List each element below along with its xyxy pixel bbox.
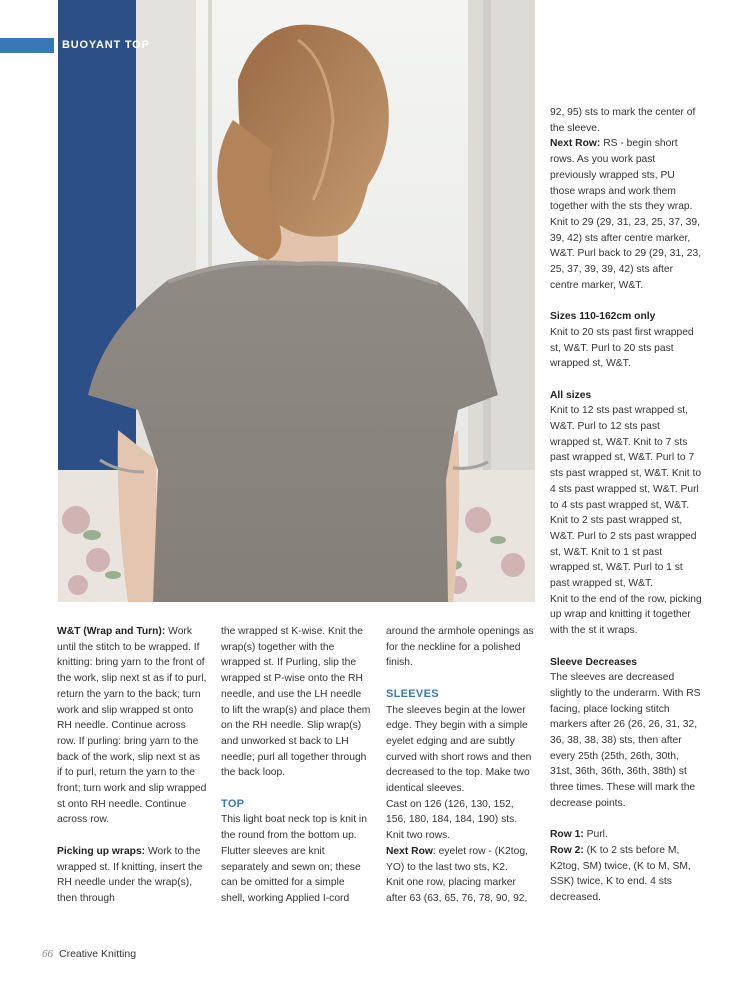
page-number: 66 bbox=[42, 948, 53, 960]
section-tag-bar bbox=[0, 38, 54, 53]
knit-to-end: Knit to the end of the row, picking up wrap and knitting it together with the st it wraps. bbox=[550, 593, 702, 637]
knit-to-29: Knit to 29 (29, 31, 23, 25, 37, 39, 39, 42) sts after centre marker, W&T. Purl back to 29 (29, 31, 23, 25, 37, 39, 39, 42) sts after centre marker, W&T. bbox=[550, 216, 702, 291]
wrap-and-turn-paragraph bbox=[57, 624, 207, 828]
picking-up-wraps-body: Work to the wrapped st. If knitting, insert the RH needle under the wrap(s), then through bbox=[57, 845, 203, 904]
row-2-label: Row 2: bbox=[550, 844, 584, 856]
sleeve-decreases-heading: Sleeve Decreases bbox=[550, 656, 638, 668]
row-2-body: (K to 2 sts before M, K2tog, SM) twice, (K to M, SM, SSK) twice, K to end. 4 sts decreased. bbox=[550, 844, 691, 904]
picking-up-wraps-title: Picking up wraps: bbox=[57, 845, 146, 857]
photo-knit-top-back-view bbox=[58, 0, 535, 602]
picking-up-wraps-continued: the wrapped st K-wise. Knit the wrap(s) together with the wrapped st. If Purling, slip the wrapped st P-wise onto the RH needle, and use the LH needle to lift the wrap(s) and place them on the RH needle. Slip wrap(s) and unworked st back to LH needle; purl all together through the back loop. bbox=[221, 626, 371, 779]
top-body: This light boat neck top is knit in the round from the bottom up. Flutter sleeves are knit separately and sewn on; these can be omitted for a simple shell, working Applied I-cord bbox=[221, 814, 367, 904]
next-row-label: Next Row bbox=[386, 845, 433, 857]
top-heading: TOP bbox=[221, 797, 245, 810]
column-2 bbox=[221, 624, 371, 907]
all-sizes-body: Knit to 12 sts past wrapped st, W&T. Purl to 12 sts past wrapped st, W&T. Knit to 7 sts past wrapped st, W&T. Purl to 7 sts past wrapped st, W&T. Knit to 4 sts past wrapped st, W&T. Purl to 4 sts past wrapped st, W&T. Knit to 2 sts past wrapped st, W&T. Purl to 2 sts past wrapped st, W&T. Knit to 1 st past wrapped st, W&T. Purl to 1 st past wrapped st, W&T. bbox=[550, 405, 702, 590]
section-tag: BUOYANT TOP bbox=[62, 39, 150, 51]
column-1 bbox=[57, 624, 207, 907]
sleeves-heading: SLEEVES bbox=[386, 687, 439, 700]
wrap-and-turn-title: W&T (Wrap and Turn): bbox=[57, 626, 166, 637]
top-body-continued: around the armhole openings as for the neckline for a polished finish. bbox=[386, 626, 534, 669]
next-row-short-body: RS - begin short rows. As you work past previously wrapped sts, PU those wraps and work them together with the sts they wrap. bbox=[550, 138, 693, 213]
hero-photo bbox=[58, 0, 535, 602]
row-1-body: Purl. bbox=[583, 829, 608, 841]
sizes-110-162-heading: Sizes 110-162cm only bbox=[550, 311, 656, 323]
page-footer bbox=[42, 948, 136, 960]
sleeves-body: The sleeves begin at the lower edge. They begin with a simple eyelet edging and are subtly curved with short rows and then decreased to the top. Make two identical sleeves. bbox=[386, 704, 532, 795]
column-4 bbox=[550, 105, 702, 906]
row-1-label: Row 1: bbox=[550, 829, 584, 841]
next-row-body: : eyelet row - (K2tog, YO) to the last two sts, K2. bbox=[386, 845, 528, 873]
row-1 bbox=[550, 827, 702, 843]
next-row-eyelet bbox=[386, 844, 536, 875]
knit-one-row: Knit one row, placing marker after 63 (63, 65, 76, 78, 90, 92, bbox=[386, 877, 528, 904]
picking-up-wraps-paragraph bbox=[57, 844, 207, 907]
magazine-name: Creative Knitting bbox=[59, 948, 137, 960]
sizes-110-162-body: Knit to 20 sts past first wrapped st, W&T. Purl to 20 sts past wrapped st, W&T. bbox=[550, 326, 694, 370]
all-sizes-heading: All sizes bbox=[550, 389, 592, 401]
sleeve-decreases-body: The sleeves are decreased slightly to the underarm. With RS facing, place locking stitch markers after 26 (26, 26, 31, 32, 36, 38, 38, 38) sts, then after every 25th (25th, 26th, 30th, 31st, 36th, 36th, 36th, 38th) st three times. These will mark the decrease points. bbox=[550, 672, 701, 809]
cast-on-instruction: Cast on 126 (126, 130, 152, 156, 180, 184, 184, 190) sts. bbox=[386, 798, 518, 826]
row-2 bbox=[550, 843, 702, 906]
marker-continued: 92, 95) sts to mark the center of the sleeve. bbox=[550, 107, 696, 134]
next-row-short-label: Next Row: bbox=[550, 138, 601, 150]
wrap-and-turn-body: Work until the stitch to be wrapped. If knitting: bring yarn to the front of the work, slip next st as if to purl, return the yarn to the back; turn work and slip wrapped st onto RH needle. Continue across row. If purling: bring yarn to the back of the work, slip next st as if to purl, return the yarn to the front; turn work and slip wrapped st onto RH needle. Continue across row. bbox=[57, 626, 207, 826]
column-3 bbox=[386, 624, 536, 907]
knit-two-rows: Knit two rows. bbox=[386, 830, 451, 842]
next-row-short-rows bbox=[550, 136, 702, 215]
